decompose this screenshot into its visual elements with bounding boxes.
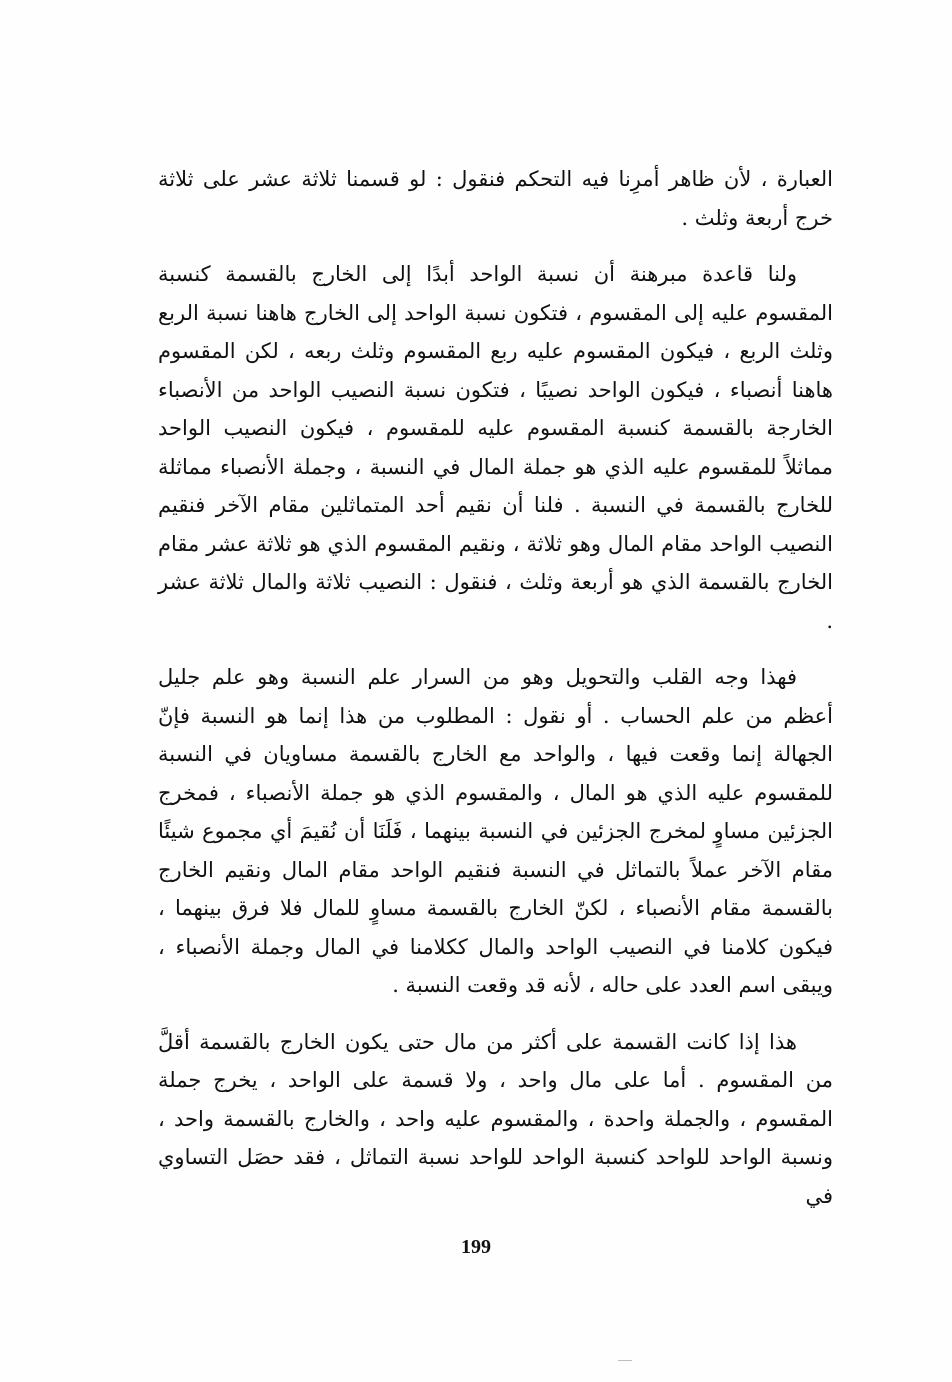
page-number: 199: [461, 1236, 491, 1258]
body-text: [158, 160, 833, 1233]
scan-artifact-mark: [618, 1360, 632, 1361]
paragraph-1: العبارة ، لأن ظاهر أمرِنا فيه التحكم فنقول : لو قسمنا ثلاثة عشر على ثلاثة خرج أربعة وثلث .: [158, 167, 833, 230]
paragraph-4: هذا إذا كانت القسمة على أكثر من مال حتى يكون الخارج بالقسمة أقلَّ من المقسوم . أما على مال واحد ، ولا قسمة على الواحد ، يخرج جملة المقسوم ، والجملة واحدة ، والمقسوم عليه واحد ، والخارج بالقسمة واحد ، ونسبة الواحد للواحد كنسبة الواحد للواحد نسبة التماثل ، فقد حصَل التساوي في: [158, 1029, 833, 1208]
paragraph-2: ولنا قاعدة مبرهنة أن نسبة الواحد أبدًا إلى الخارج بالقسمة كنسبة المقسوم عليه إلى المقسوم ، فتكون نسبة الواحد إلى الخارج هاهنا نسبة الربع وثلث الربع ، فيكون المقسوم عليه ربع المقسوم وثلث ربعه ، لكن المقسوم هاهنا أنصباء ، فيكون الواحد نصيبًا ، فتكون نسبة النصيب الواحد من الأنصباء الخارجة بالقسمة كنسبة المقسوم عليه للمقسوم ، فيكون النصيب الواحد مماثلاً للمقسوم عليه الذي هو جملة المال في النسبة ، وجملة الأنصباء مماثلة للخارج بالقسمة في النسبة . فلنا أن نقيم أحد المتماثلين مقام الآخر فنقيم النصيب الواحد مقام المال وهو ثلاثة ، ونقيم المقسوم الذي هو ثلاثة عشر مقام الخارج بالقسمة الذي هو أربعة وثلث ، فنقول : النصيب ثلاثة والمال ثلاثة عشر .: [158, 262, 833, 633]
paragraph-3: فهذا وجه القلب والتحويل وهو من السرار علم النسبة وهو علم جليل أعظم من علم الحساب . أو نقول : المطلوب من هذا إنما هو النسبة فإنّ الجهالة إنما وقعت فيها ، والواحد مع الخارج بالقسمة مساويان في النسبة للمقسوم عليه الذي هو المال ، والمقسوم الذي هو جملة الأنصباء ، فمخرج الجزئين مساوٍ لمخرج الجزئين في النسبة بينهما ، فَلَنَا أن نُقيمَ أي مجموع شيئًا مقام الآخر عملاً بالتماثل في النسبة فنقيم الواحد مقام المال ونقيم الخارج بالقسمة مقام الأنصباء ، لكنّ الخارج بالقسمة مساوٍ للمال فلا فرق بينهما ، فيكون كلامنا في النصيب الواحد والمال ككلامنا في المال وجملة الأنصباء ، ويبقى اسم العدد على حاله ، لأنه قد وقعت النسبة .: [158, 665, 833, 997]
